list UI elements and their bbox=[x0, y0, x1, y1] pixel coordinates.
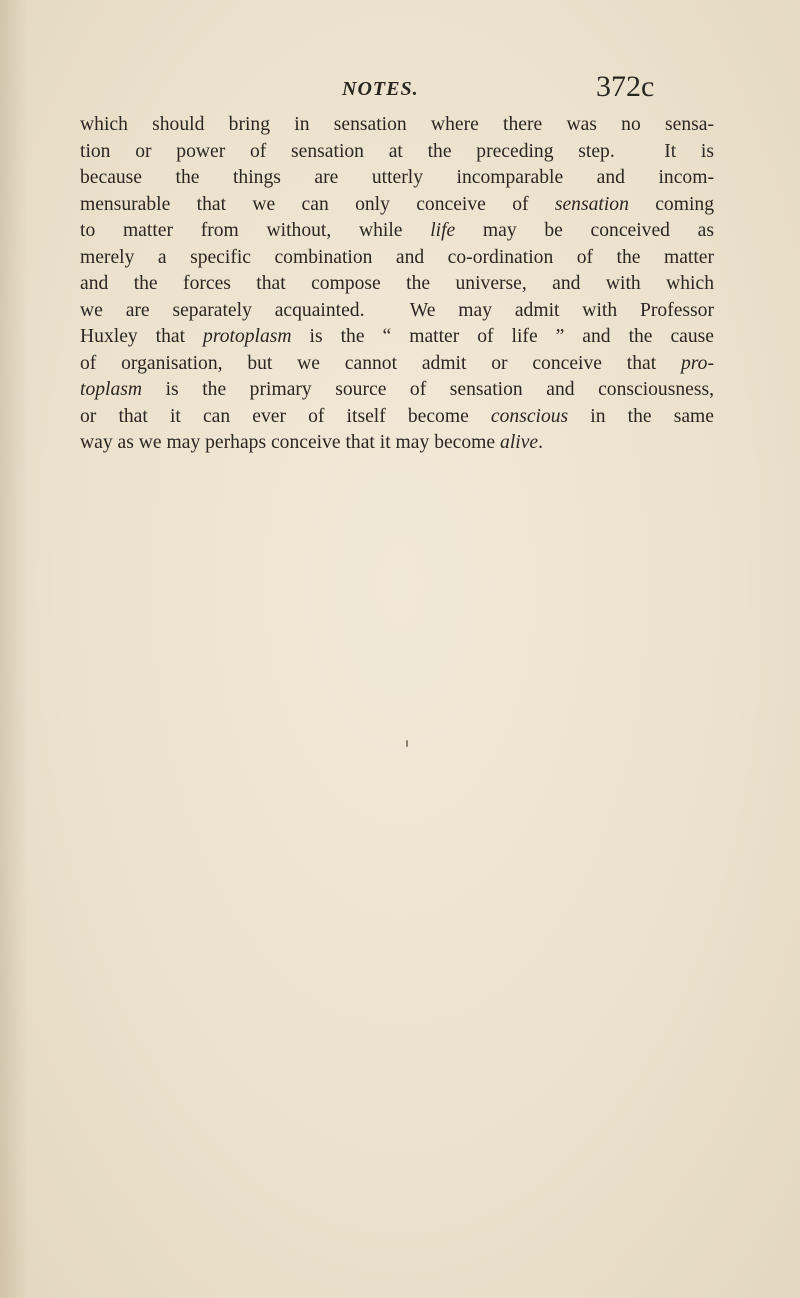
text-line: merely a specific combination and co-ordination of the matter bbox=[80, 246, 714, 268]
italic-term: pro- bbox=[680, 352, 714, 374]
running-head bbox=[0, 70, 800, 110]
text-line: tion or power of sensation at the preceding step. It is bbox=[80, 140, 714, 162]
italic-term: alive bbox=[500, 432, 539, 453]
paper-speck bbox=[406, 740, 408, 747]
text-line: of organisation, but we cannot admit or conceive that pro- bbox=[80, 352, 714, 374]
text-line: we are separately acquainted. We may admit with Professor bbox=[80, 299, 714, 321]
text-line: because the things are utterly incomparable and incom- bbox=[80, 167, 714, 188]
italic-term: conscious bbox=[490, 405, 569, 427]
running-head-title: NOTES. bbox=[342, 78, 419, 100]
italic-term: sensation bbox=[554, 193, 629, 215]
text-line: and the forces that compose the universe, and with which bbox=[80, 273, 714, 294]
page-number: 372c bbox=[596, 70, 655, 103]
text-line: which should bring in sensation where there was no sensa- bbox=[80, 114, 714, 135]
italic-term: life bbox=[430, 220, 456, 241]
text-line: mensurable that we can only conceive of sensation coming bbox=[80, 193, 714, 215]
text-line: to matter from without, while life may be conceived as bbox=[80, 220, 714, 241]
text-line: toplasm is the primary source of sensation and consciousness, bbox=[80, 379, 714, 400]
body-paragraph bbox=[80, 112, 714, 457]
italic-term: toplasm bbox=[80, 379, 143, 400]
text-line: way as we may perhaps conceive that it may become alive. bbox=[80, 432, 543, 453]
italic-term: protoplasm bbox=[203, 326, 292, 347]
text-line: or that it can ever of itself become conscious in the same bbox=[80, 405, 714, 427]
text-line: Huxley that protoplasm is the “ matter of life ” and the cause bbox=[80, 326, 714, 347]
